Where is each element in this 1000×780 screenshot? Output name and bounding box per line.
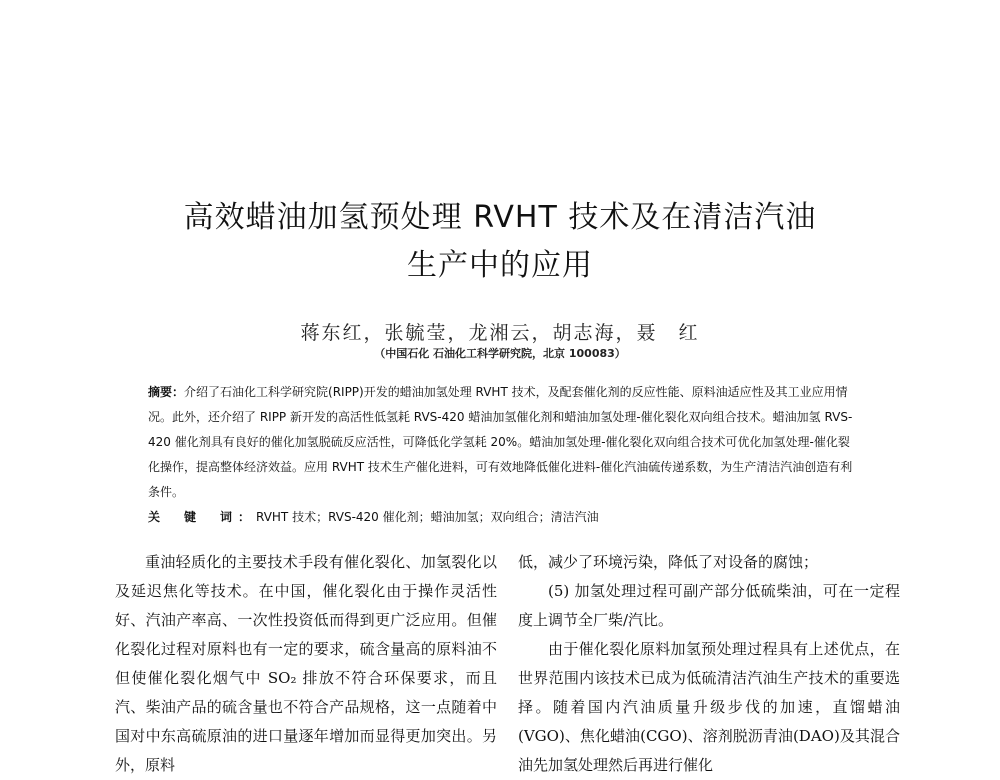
paper-title: [100, 194, 900, 290]
abstract-label: 摘要：: [148, 385, 185, 399]
affiliation: （中国石化 石油化工科学研究院，北京 100083）: [374, 347, 626, 360]
authors: 蒋东红，张毓莹，龙湘云，胡志海，聂 红: [300, 322, 700, 344]
keywords-text: RVHT 技术；RVS-420 催化剂；蜡油加氢；双向组合；清洁汽油: [256, 510, 599, 524]
paper-title-line1: 高效蜡油加氢预处理 RVHT 技术及在清洁汽油: [183, 200, 817, 235]
keywords-label: 关 键 词：: [148, 510, 257, 524]
body-paragraph: 低，减少了环境污染，降低了对设备的腐蚀；: [518, 553, 819, 571]
body-paragraph: 由于催化裂化原料加氢预处理过程具有上述优点，在世界范围内该技术已成为低硫清洁汽油生产技术的重要选择。随着国内汽油质量升级步伐的加速，直馏蜡油(VGO)、焦化蜡油(CGO)、溶剂脱沥青油(DAO)及其混合油先加氢处理然后再进行催化: [518, 640, 900, 774]
keywords: [148, 506, 856, 528]
body-paragraph: 重油轻质化的主要技术手段有催化裂化、加氢裂化以及延迟焦化等技术。在中国，催化裂化由于操作灵活性好、汽油产率高、一次性投资低而得到更广泛应用。但催化裂化过程对原料也有一定的要求，硫含量高的原料油不但使催化裂化烟气中 SO₂ 排放不符合环保要求，而且汽、柴油产品的硫含量也不符合产品规格，这一点随着中国对中东高硫原油的进口量逐年增加而显得更加突出。另外，原料: [115, 553, 497, 774]
body-paragraph: (5) 加氢处理过程可副产部分低硫柴油，可在一定程度上调节全厂柴/汽比。: [518, 582, 900, 629]
body-right-column: [518, 548, 900, 780]
abstract: [148, 380, 856, 505]
body-left-column: [115, 548, 497, 780]
abstract-text: 介绍了石油化工科学研究院(RIPP)开发的蜡油加氢处理 RVHT 技术，及配套催化剂的反应性能、原料油适应性及其工业应用情况。此外，还介绍了 RIPP 新开发的高活性低氢耗 RVS-420 蜡油加氢催化剂和蜡油加氢处理-催化裂化双向组合技术。蜡油加氢 RVS-420 催化剂具有良好的催化加氢脱硫反应活性，可降低化学氢耗 20%。蜡油加氢处理-催化裂化双向组合技术可优化加氢处理-催化裂化操作，提高整体经济效益。应用 RVHT 技术生产催化进料，可有效地降低催化进料-催化汽油硫传递系数，为生产清洁汽油创造有利条件。: [148, 385, 853, 499]
paper-title-line2: 生产中的应用: [407, 248, 593, 283]
